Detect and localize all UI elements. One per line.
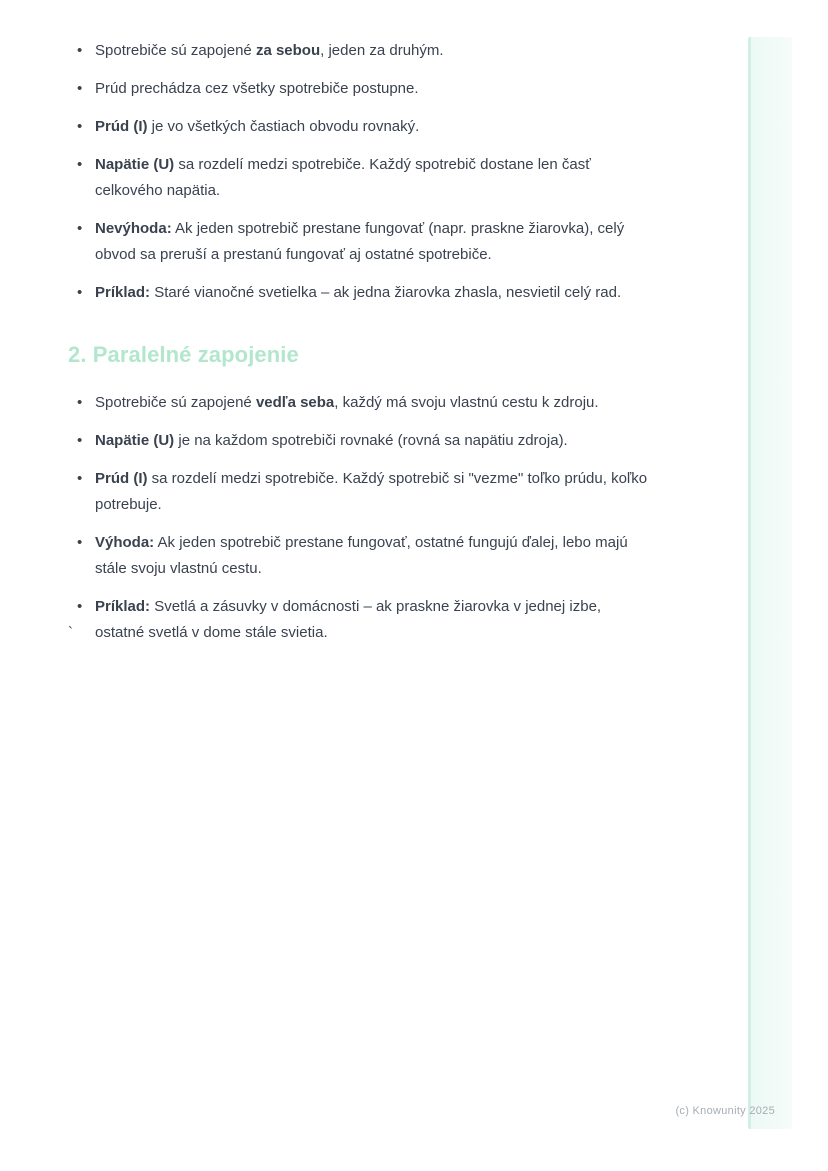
- list-item: [68, 428, 653, 454]
- list-item: [68, 530, 653, 582]
- text-segment: Svetlá a zásuvky v domácnosti – ak praskne žiarovka v jednej izbe, ostatné svetlá v dome stále svietia.: [95, 598, 602, 641]
- list-item: [68, 38, 653, 64]
- list-item: [68, 114, 653, 140]
- text-segment: Prúd (I): [95, 470, 148, 487]
- stray-backtick: `: [68, 624, 73, 641]
- text-segment: sa rozdelí medzi spotrebiče. Každý spotrebič dostane len časť celkového napätia.: [95, 156, 591, 199]
- text-segment: je na každom spotrebiči rovnaké (rovná sa napätiu zdroja).: [174, 432, 568, 449]
- list-item: [68, 390, 653, 416]
- text-segment: Príklad:: [95, 284, 151, 301]
- text-segment: Výhoda:: [95, 534, 155, 551]
- text-segment: za sebou: [255, 42, 321, 59]
- list-item: [68, 152, 653, 204]
- text-segment: Príklad:: [95, 598, 151, 615]
- bullet-list: [68, 38, 668, 306]
- text-segment: je vo všetkých častiach obvodu rovnaký.: [147, 118, 420, 135]
- text-segment: vedľa seba: [255, 394, 335, 411]
- text-segment: sa rozdelí medzi spotrebiče. Každý spotrebič si "vezme" toľko prúdu, koľko potrebuje.: [95, 470, 648, 513]
- accent-stripe: [748, 37, 792, 1129]
- document-content: [68, 38, 668, 658]
- text-segment: Staré vianočné svetielka – ak jedna žiarovka zhasla, nesvietil celý rad.: [150, 284, 622, 301]
- list-item: [68, 216, 653, 268]
- text-segment: Prúd (I): [95, 118, 148, 135]
- list-item: [68, 594, 653, 646]
- bullet-list: [68, 390, 668, 646]
- copyright-footer: (c) Knowunity 2025: [675, 1105, 775, 1117]
- list-item: [68, 466, 653, 518]
- text-segment: Ak jeden spotrebič prestane fungovať (napr. praskne žiarovka), celý obvod sa preruší a prestanú fungovať aj ostatné spotrebiče.: [95, 220, 625, 263]
- text-segment: Spotrebiče sú zapojené: [95, 394, 256, 411]
- text-segment: Spotrebiče sú zapojené: [95, 42, 256, 59]
- text-segment: Napätie (U): [95, 432, 175, 449]
- text-segment: Nevýhoda:: [95, 220, 172, 237]
- list-item: [68, 280, 653, 306]
- text-segment: , každý má svoju vlastnú cestu k zdroju.: [334, 394, 599, 411]
- text-segment: Ak jeden spotrebič prestane fungovať, ostatné fungujú ďalej, lebo majú stále svoju vlastnú cestu.: [95, 534, 628, 577]
- list-item: [68, 76, 653, 102]
- text-segment: , jeden za druhým.: [320, 42, 444, 59]
- text-segment: Prúd prechádza cez všetky spotrebiče postupne.: [95, 80, 419, 97]
- text-segment: Napätie (U): [95, 156, 175, 173]
- section-heading: 2. Paralelné zapojenie: [68, 342, 299, 367]
